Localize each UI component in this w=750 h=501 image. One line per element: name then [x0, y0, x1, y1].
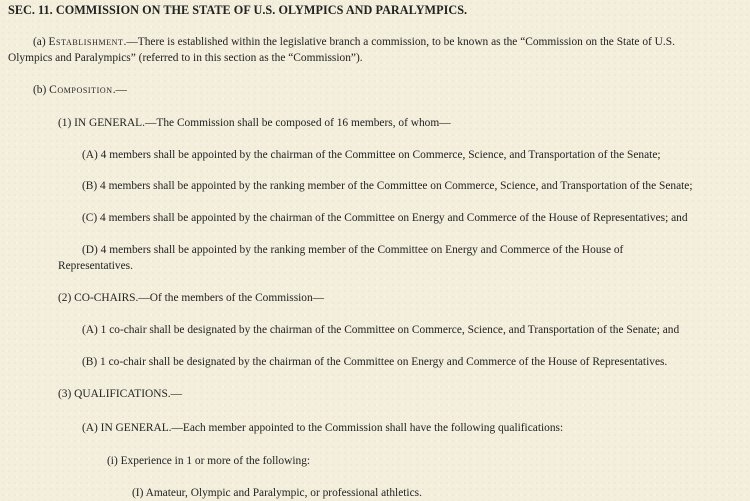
paragraph-b3AiI: (I) Amateur, Olympic and Paralympic, or professional athletics.: [132, 487, 422, 499]
paragraph-a-label: (a): [33, 36, 49, 48]
paragraph-b3Ai: (i) Experience in 1 or more of the following:: [107, 455, 311, 467]
paragraph-b2B: (B) 1 co-chair shall be designated by the chairman of the Committee on Energy and Commerce of the House of Representatives.: [82, 356, 668, 368]
paragraph-b3: (3) QUALIFICATIONS.—: [58, 388, 183, 400]
paragraph-b-label: (b): [33, 84, 50, 96]
paragraph-a-text-line1: .—There is established within the legislative branch a commission, to be known as the “Commission on the State of U.S.: [123, 36, 675, 48]
paragraph-b1C: (C) 4 members shall be appointed by the chairman of the Committee on Energy and Commerce of the House of Representatives; and: [82, 212, 688, 224]
paragraph-b3A: (A) IN GENERAL.—Each member appointed to the Commission shall have the following qualifications:: [82, 422, 564, 434]
paragraph-b1: (1) IN GENERAL.—The Commission shall be composed of 16 members, of whom—: [58, 117, 451, 129]
paragraph-a-heading: Establishment: [48, 36, 124, 48]
paragraph-b1D-line2: Representatives.: [58, 260, 133, 272]
section-heading: SEC. 11. COMMISSION ON THE STATE OF U.S. OLYMPICS AND PARALYMPICS.: [8, 3, 468, 17]
paragraph-b-heading: Composition: [49, 84, 113, 96]
paragraph-b: [33, 82, 127, 98]
paragraph-a: [33, 34, 675, 50]
paragraph-b2A: (A) 1 co-chair shall be designated by the chairman of the Committee on Commerce, Science, and Transportation of the Senate; and: [82, 324, 680, 336]
paragraph-b-text: .—: [112, 84, 127, 96]
paragraph-a-line2: Olympics and Paralympics” (referred to in this section as the “Commission”).: [8, 52, 363, 64]
paragraph-b1B: (B) 4 members shall be appointed by the ranking member of the Committee on Commerce, Science, and Transportation of the Senate;: [82, 180, 693, 192]
paragraph-b1A: (A) 4 members shall be appointed by the chairman of the Committee on Commerce, Science, and Transportation of the Senate;: [82, 149, 661, 161]
paragraph-b1D: (D) 4 members shall be appointed by the ranking member of the Committee on Energy and Commerce of the House of: [82, 244, 624, 256]
paragraph-b2: (2) CO-CHAIRS.—Of the members of the Commission—: [58, 292, 325, 304]
